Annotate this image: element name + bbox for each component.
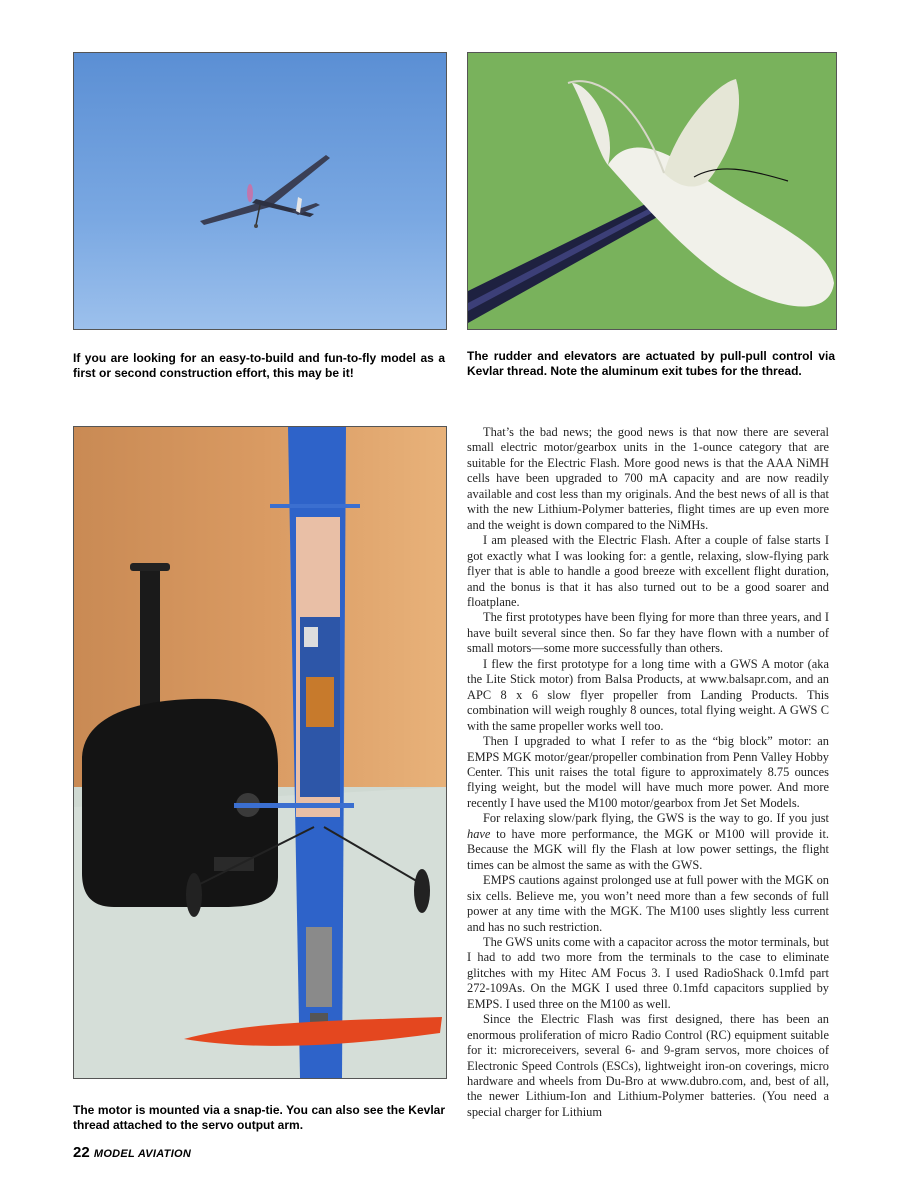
plane-in-sky-illustration — [74, 53, 446, 329]
paragraph-text: For relaxing slow/park flying, the GWS is the way to go. If you just — [483, 811, 829, 826]
caption-plane-in-sky: If you are looking for an easy-to-build and fun-to-fly model as a first or second construction effort, this may be it! — [73, 351, 445, 380]
photo-motor-fuselage — [73, 426, 447, 1079]
caption-motor-fuselage: The motor is mounted via a snap-tie. You can also see the Kevlar thread attached to the servo output arm. — [73, 1103, 445, 1132]
tail-surfaces-illustration — [468, 53, 836, 329]
photo-tail-surfaces — [467, 52, 837, 330]
magazine-name: MODEL AVIATION — [93, 1148, 192, 1160]
article-paragraph — [467, 811, 829, 873]
article-paragraph: I am pleased with the Electric Flash. After a couple of false starts I got exactly what I was looking for: a gentle, relaxing, slow-flying park flyer that is able to handle a good breeze with excellent flight duration, and the bonus is that it has also turned out to be a good soarer and floatplane. — [467, 533, 829, 609]
article-paragraph: Then I upgraded to what I refer to as the “big block” motor: an EMPS MGK motor/gear/propeller combination from Penn Valley Hobby Center. This unit raises the total figure to approximately 8.75 ounces flying weight, but the model will have much more power. And more recently I have used the M100 motor/gearbox from Jet Set Models. — [467, 734, 829, 810]
caption-tail-surfaces: The rudder and elevators are actuated by pull-pull control via Kevlar thread. Note the aluminum exit tubes for the thread. — [467, 349, 835, 378]
page-number: 22 — [73, 1144, 90, 1161]
motor-fuselage-illustration — [74, 427, 446, 1078]
photo-plane-in-sky — [73, 52, 447, 330]
article-paragraph: I flew the first prototype for a long time with a GWS A motor (aka the Lite Stick motor) from Balsa Products, at www.balsapr.com, and an APC 8 x 6 slow flyer propeller from Landing Products. This combination will weigh roughly 8 ounces, total flying weight. A GWS C with the same propeller works well too. — [467, 656, 829, 733]
paragraph-text: to have more performance, the MGK or M100 will provide it. Because the MGK will fly the Flash at low power settings, the flight times can be almost the same as with the GWS. — [467, 826, 829, 872]
page-folio — [73, 1144, 191, 1161]
article-body — [467, 425, 829, 1120]
article-paragraph: The GWS units come with a capacitor across the motor terminals, but I had to add two more from the terminals to the case to eliminate glitches with my Hitec AM Focus 3. I used RadioShack 0.1mfd part 272-109As. On the MGK I used three 0.1mfd capacitors supplied by EMPS. I used three on the M100 as well. — [467, 934, 829, 1011]
emphasis-text: have — [467, 826, 491, 841]
article-paragraph: The first prototypes have been flying for more than three years, and I have built several since then. So far they have flown with a number of small motors—some more successfully than others. — [467, 610, 829, 656]
article-paragraph: That’s the bad news; the good news is that now there are several small electric motor/gearbox units in the 1-ounce category that are suitable for the Electric Flash. More good news is that the AAA NiMH cells have been upgraded to 700 mA capacity and are now readily available and cost less than my originals. And the best news of all is that with the new Lithium-Polymer batteries, flight times are up even more and the weight is down compared to the NiMHs. — [467, 425, 829, 532]
article-paragraph: Since the Electric Flash was first designed, there has been an enormous proliferation of micro Radio Control (RC) equipment suitable for it: microreceivers, several 6- and 9-gram servos, more choices of Electronic Speed Controls (ESCs), lightweight iron-on coverings, micro hardware and wheels from Du-Bro at www.dubro.com, and, best of all, the newer Lithium-Ion and Lithium-Polymer batteries. (You need a special charger for Lithium — [467, 1012, 829, 1119]
article-paragraph: EMPS cautions against prolonged use at full power with the MGK on six cells. Believe me, you won’t need more than a few seconds of full power at any time with the MGK. The M100 uses slightly less current and has no such restriction. — [467, 873, 829, 934]
